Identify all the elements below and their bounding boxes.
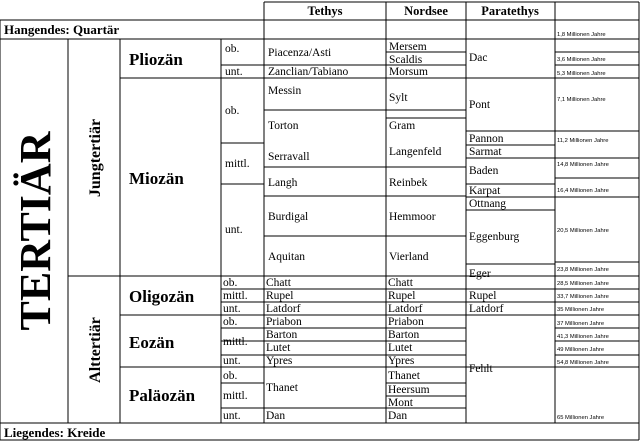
bottom-label: Liegendes: Kreide (4, 425, 106, 440)
tethys-stage: Zanclian/Tabiano (268, 66, 349, 78)
tethys-stage: Aquitan (268, 251, 306, 263)
nordsee-stage: Mersem (389, 41, 427, 53)
epoch-miozan: Miozän (129, 169, 184, 188)
paratethys-stage: Eggenburg (469, 231, 520, 243)
sub-mittl: mittl. (223, 336, 248, 348)
sub-unt: unt. (225, 224, 243, 236)
sub-ob: ob. (225, 43, 240, 55)
paratethys-stage: Fehlt (469, 363, 493, 375)
epoch-palaozan: Paläozän (129, 386, 196, 405)
tethys-stage: Piacenza/Asti (268, 47, 332, 59)
header-paratethys: Paratethys (481, 4, 539, 18)
nordsee-stage: Mont (388, 397, 413, 409)
age-label: 37 Millionen Jahre (557, 321, 605, 327)
paratethys-stage: Sarmat (469, 146, 502, 158)
tethys-stage: Lutet (266, 342, 291, 354)
age-label: 7,1 Millionen Jahre (557, 97, 606, 103)
nordsee-stage: Morsum (389, 66, 428, 78)
subsystem-jungtertiar: Jungtertiär (87, 118, 104, 198)
tethys-stage: Serravall (268, 151, 310, 163)
nordsee-stage: Priabon (388, 316, 424, 328)
paratethys-column (469, 52, 520, 375)
age-label: 16,4 Millionen Jahre (557, 188, 609, 194)
age-label: 65 Millionen Jahre (557, 415, 605, 421)
sub-unt: unt. (223, 410, 241, 422)
age-label: 1,8 Millionen Jahre (557, 32, 606, 38)
tethys-stage: Ypres (266, 355, 293, 367)
sub-unt: unt. (223, 303, 241, 315)
epoch-pliozan: Pliozän (129, 50, 183, 69)
age-label: 20,5 Millionen Jahre (557, 228, 609, 234)
sub-mittl: mittl. (223, 390, 248, 402)
top-label: Hangendes: Quartär (4, 22, 120, 37)
system-label: TERTIÄR (11, 131, 60, 331)
nordsee-stage: Scaldis (389, 54, 423, 66)
paratethys-stage: Pont (469, 99, 491, 111)
nordsee-stage: Reinbek (389, 177, 428, 189)
nordsee-stage: Lutet (388, 342, 413, 354)
tethys-stage: Priabon (266, 316, 302, 328)
tethys-stage: Thanet (266, 382, 298, 394)
age-label: 11,2 Millionen Jahre (557, 138, 609, 144)
sub-ob: ob. (223, 277, 238, 289)
tethys-column (266, 47, 349, 422)
paratethys-stage: Dac (469, 52, 488, 64)
paratethys-stage: Baden (469, 165, 499, 177)
tethys-stage: Burdigal (268, 211, 309, 223)
tethys-stage: Langh (268, 177, 298, 189)
age-label: 49 Millionen Jahre (557, 347, 605, 353)
age-label: 23,8 Millionen Jahre (557, 267, 609, 273)
nordsee-stage: Ypres (388, 355, 415, 367)
nordsee-stage: Langenfeld (389, 146, 442, 158)
sub-mittl: mittl. (223, 290, 248, 302)
header-nordsee: Nordsee (404, 4, 448, 18)
subsystem-alttertiar: Alttertiär (87, 317, 104, 383)
tethys-stage: Torton (268, 120, 299, 132)
age-label: 41,3 Millionen Jahre (557, 334, 609, 340)
paratethys-stage: Karpat (469, 185, 501, 197)
age-label: 14,8 Millionen Jahre (557, 162, 609, 168)
sub-unt: unt. (223, 355, 241, 367)
nordsee-stage: Thanet (388, 370, 420, 382)
nordsee-stage: Latdorf (388, 303, 423, 315)
sub-ob: ob. (223, 370, 238, 382)
tethys-stage: Latdorf (266, 303, 301, 315)
epoch-eozan: Eozän (129, 333, 175, 352)
nordsee-stage: Sylt (389, 92, 408, 104)
header-tethys: Tethys (307, 4, 343, 18)
age-label: 54,8 Millionen Jahre (557, 360, 609, 366)
nordsee-stage: Barton (388, 329, 420, 341)
nordsee-stage: Gram (389, 120, 416, 132)
paratethys-stage: Pannon (469, 133, 504, 145)
age-label: 28,5 Millionen Jahre (557, 281, 609, 287)
tethys-stage: Rupel (266, 290, 294, 302)
age-label: 35 Millionen Jahre (557, 307, 605, 313)
tethys-stage: Dan (266, 410, 286, 422)
tethys-stage: Barton (266, 329, 298, 341)
nordsee-stage: Rupel (388, 290, 416, 302)
sub-ob: ob. (225, 105, 240, 117)
age-label: 5,3 Millionen Jahre (557, 71, 606, 77)
paratethys-stage: Eger (469, 268, 491, 280)
tethys-stage: Chatt (266, 277, 291, 289)
nordsee-stage: Hemmoor (389, 211, 436, 223)
nordsee-stage: Heersum (388, 384, 430, 396)
nordsee-column (388, 41, 442, 422)
paratethys-stage: Ottnang (469, 198, 507, 210)
sub-mittl: mittl. (225, 158, 250, 170)
paratethys-stage: Latdorf (469, 303, 504, 315)
paratethys-stage: Rupel (469, 290, 497, 302)
sub-unt: unt. (225, 66, 243, 78)
epoch-oligozan: Oligozän (129, 287, 195, 306)
nordsee-stage: Chatt (388, 277, 413, 289)
nordsee-stage: Dan (388, 410, 408, 422)
age-label: 3,6 Millionen Jahre (557, 57, 606, 63)
tethys-stage: Messin (268, 85, 302, 97)
nordsee-stage: Vierland (389, 251, 429, 263)
age-label: 33,7 Millionen Jahre (557, 294, 609, 300)
sub-ob: ob. (223, 316, 238, 328)
age-column (557, 32, 609, 421)
subdivision-labels (223, 43, 250, 422)
